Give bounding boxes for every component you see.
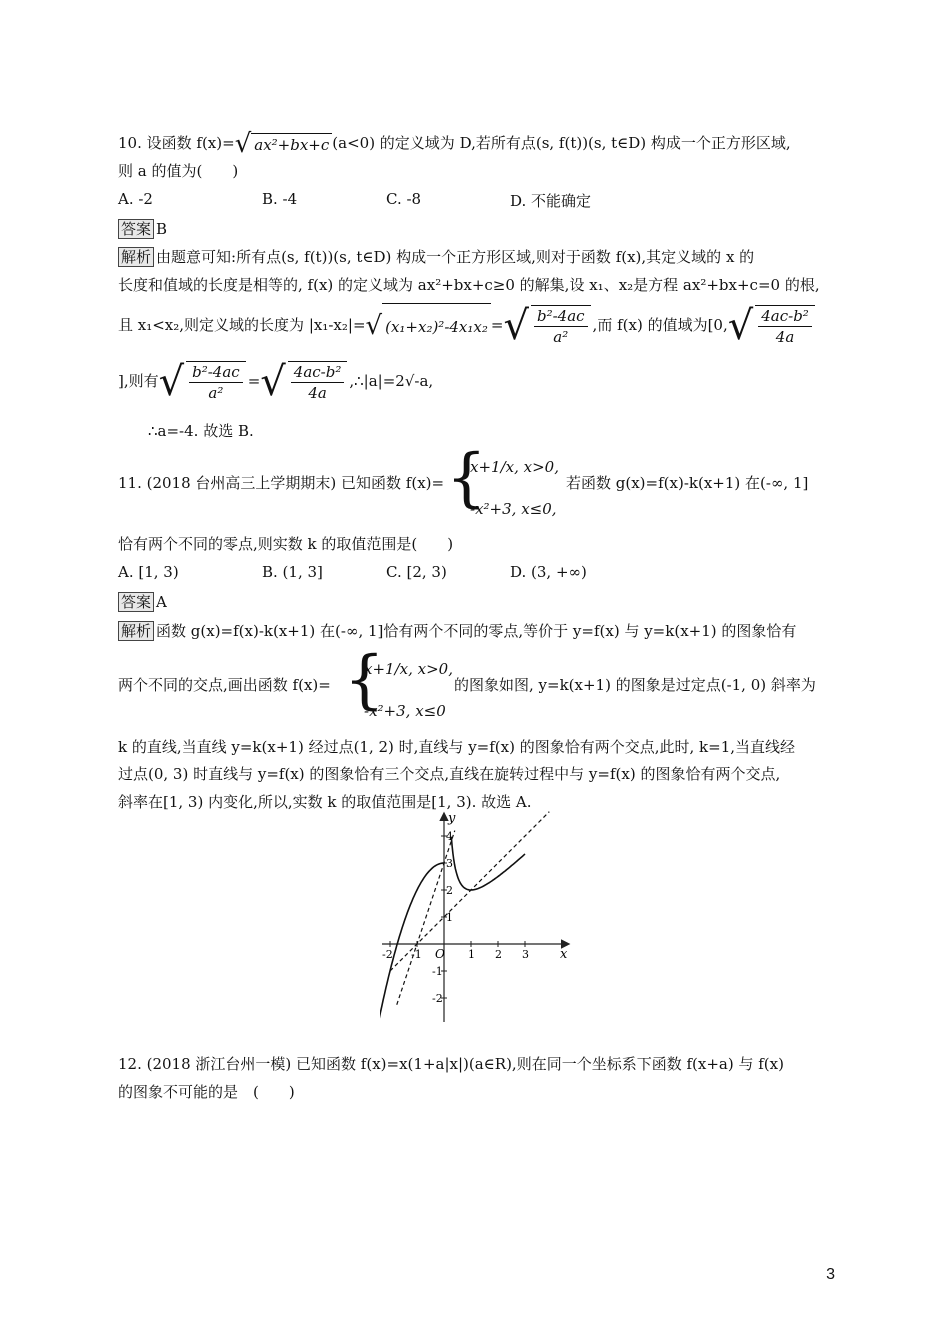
q10-answer (118, 218, 167, 240)
q10-analysis-line4 (118, 358, 433, 405)
q11-stem-pre: 11. (2018 台州高三上学期期末) 已知函数 f(x)= (118, 474, 445, 492)
q11-analysis-line2-pre: 两个不同的交点,画出函数 f(x)= (118, 676, 331, 694)
q10-radicand: ax²+bx+c (251, 133, 332, 156)
q11-analysis-line1 (118, 620, 796, 642)
q10-analysis-line2: 长度和值域的长度是相等的, f(x) 的定义域为 ax²+bx+c≥0 的解集,设 x₁、x₂是方程 ax²+bx+c=0 的根, (118, 276, 820, 294)
tick-marks (390, 836, 525, 998)
q10-a4-post: ,∴|a|=2√-a, (349, 372, 434, 390)
q10-analysis-text1: 由题意可知:所有点(s, f(t))(s, t∈D) 构成一个正方形区域,则对于函数 f(x),其定义域的 x 的 (156, 248, 755, 266)
x-tick-label: 1 (468, 948, 475, 961)
q10-a3-pre: 且 x₁<x₂,则定义域的长度为 |x₁-x₂|= (118, 316, 366, 334)
q10-option-a: A. -2 (118, 190, 153, 208)
q10-option-b: B. -4 (262, 190, 298, 208)
frac-den: 4a (775, 328, 795, 346)
frac-num: b²-4ac (534, 306, 588, 327)
answer-value: A (156, 593, 167, 611)
q11-analysis-piece1: x+1/x, x>0, (364, 660, 453, 678)
q11-analysis-line4: 过点(0, 3) 时直线与 y=f(x) 的图象恰有三个交点,直线在旋转过程中与 y=f(x) 的图象恰有两个交点, (118, 765, 781, 783)
q10-option-c: C. -8 (386, 190, 422, 208)
y-axis-label: y (448, 811, 456, 826)
q11-stem-line1 (118, 472, 444, 494)
sqrt-symbol: √ (365, 311, 383, 341)
q10-analysis-line3 (118, 302, 817, 350)
q12-stem-line1: 12. (2018 浙江台州一模) 已知函数 f(x)=x(1+a|x|)(a∈R),则在同一个坐标系下函数 f(x+a) 与 f(x) (118, 1055, 784, 1073)
q10-a4-pre: ],则有 (118, 372, 159, 390)
answer-tag: 答案 (118, 219, 154, 239)
q10-option-d: D. 不能确定 (510, 192, 592, 210)
q11-analysis-piece2: -x²+3, x≤0 (364, 702, 446, 720)
q10-a3-mid: ,而 f(x) 的值域为 (592, 316, 708, 334)
q10-a3-eq: = (490, 316, 504, 334)
left-brace: { (446, 441, 487, 515)
sqrt-symbol: √ (234, 129, 252, 159)
y-tick-label: 2 (446, 884, 453, 897)
y-tick-label: 3 (446, 857, 453, 870)
q10-stem-line2: 则 a 的值为( ) (118, 162, 239, 180)
origin-label: O (435, 947, 445, 961)
q11-piece1: x+1/x, x>0, (470, 458, 559, 476)
q10-a3-frac1 (531, 305, 591, 347)
q10-analysis-line5: ∴a=-4. 故选 B. (148, 422, 254, 440)
frac-den: a² (208, 384, 224, 402)
answer-tag: 答案 (118, 592, 154, 612)
y-tick-label: 1 (446, 911, 453, 924)
frac-num: 4ac-b² (291, 362, 345, 383)
y-tick-label: -2 (432, 992, 443, 1005)
sqrt-symbol: √ (158, 359, 185, 405)
q11-stem-post: 若函数 g(x)=f(x)-k(x+1) 在(-∞, 1] (566, 474, 809, 492)
q11-option-d: D. (3, +∞) (510, 563, 587, 581)
page-number: 3 (826, 1266, 835, 1283)
y-tick-label: 4 (446, 830, 453, 843)
sqrt-symbol: √ (260, 359, 286, 405)
x-tick-label: -2 (382, 948, 393, 961)
frac-den: 4a (308, 384, 327, 402)
q11-option-b: B. (1, 3] (262, 563, 323, 581)
function-graph-figure (380, 810, 580, 1025)
q10-analysis-line1 (118, 246, 754, 268)
q10-stem-pre: 10. 设函数 f(x)= (118, 134, 235, 152)
answer-value: B (156, 220, 168, 238)
x-tick-label: 3 (522, 948, 529, 961)
left-brace: { (344, 643, 385, 717)
analysis-tag: 解析 (118, 247, 154, 267)
q11-option-a: A. [1, 3) (118, 563, 179, 581)
frac-num: 4ac-b² (758, 306, 812, 327)
q10-a3-range: [0, (707, 316, 728, 334)
analysis-tag: 解析 (118, 621, 154, 641)
q11-stem-line2: 恰有两个不同的零点,则实数 k 的取值范围是( ) (118, 535, 454, 553)
q10-a3-rad: (x₁+x₂)²-4x₁x₂ (382, 303, 491, 350)
q11-option-c: C. [2, 3) (386, 563, 447, 581)
frac-num: b²-4ac (189, 362, 243, 383)
q11-answer (118, 591, 167, 613)
q10-a4-frac1 (186, 361, 246, 403)
q12-stem-line2: 的图象不可能的是 ( ) (118, 1083, 295, 1101)
q11-analysis-text1: 函数 g(x)=f(x)-k(x+1) 在(-∞, 1]恰有两个不同的零点,等价于 y=f(x) 与 y=k(x+1) 的图象恰有 (156, 622, 797, 640)
curve-x-gt-0 (451, 837, 525, 890)
sqrt-symbol: √ (503, 303, 529, 349)
x-axis-label: x (560, 947, 568, 962)
q10-a4-frac2 (288, 361, 348, 403)
q11-analysis-line2-post: 的图象如图, y=k(x+1) 的图象是过定点(-1, 0) 斜率为 (454, 676, 816, 694)
q11-piece2: -x²+3, x≤0, (470, 500, 557, 518)
q10-a4-eq: = (247, 372, 261, 390)
y-tick-label: -1 (432, 965, 443, 978)
q11-analysis-line5: 斜率在[1, 3) 内变化,所以,实数 k 的取值范围是[1, 3). 故选 A. (118, 793, 532, 811)
q11-analysis-line3: k 的直线,当直线 y=k(x+1) 经过点(1, 2) 时,直线与 y=f(x) 的图象恰有两个交点,此时, k=1,当直线经 (118, 738, 796, 756)
q10-a3-frac2 (755, 305, 815, 347)
x-tick-label: 2 (495, 948, 502, 961)
frac-den: a² (553, 328, 569, 346)
x-tick-label: -1 (411, 948, 422, 961)
sqrt-symbol: √ (727, 303, 754, 349)
q10-stem-line1 (118, 129, 791, 159)
q10-stem-post: (a<0) 的定义域为 D,若所有点(s, f(t))(s, t∈D) 构成一个正方形区域, (332, 134, 791, 152)
